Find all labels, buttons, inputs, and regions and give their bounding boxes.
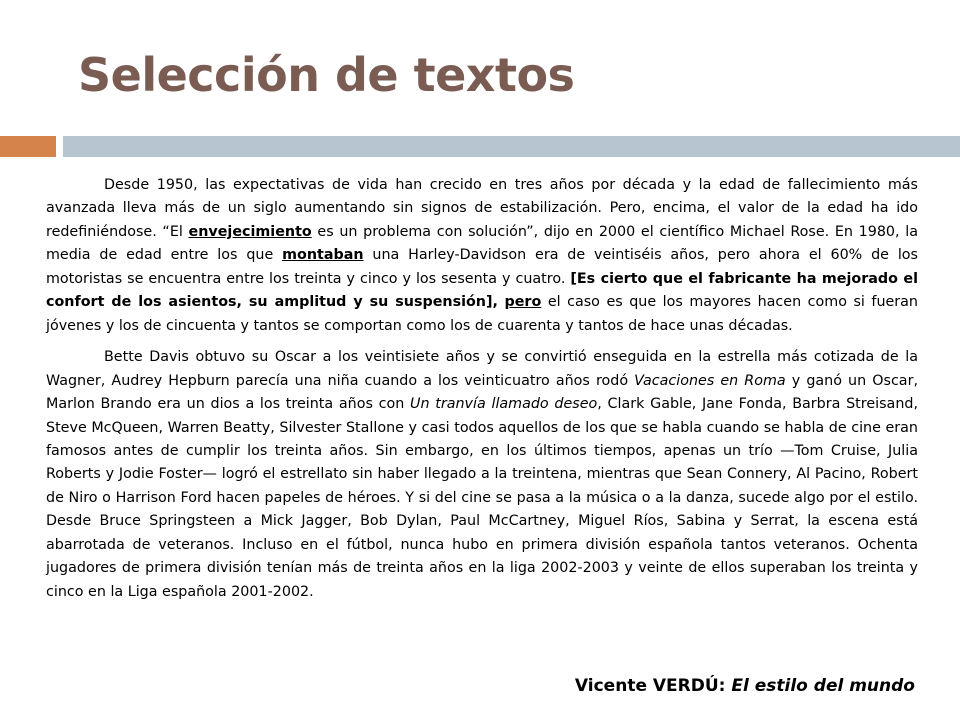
underlined-word-pero: pero: [504, 294, 542, 311]
slide-title: Selección de textos: [78, 48, 575, 102]
film-title-tranvia: Un tranvía llamado deseo: [410, 396, 598, 413]
p2-segment-3: , Clark Gable, Jane Fonda, Barbra Streisand, Steve McQueen, Warren Beatty, Silvester Stallone y casi todos aquellos de los que se habla cuando se habla de cine eran famosos antes de cumplir los treinta años. Sin embargo, en los últimos tiempos, apenas un trío —Tom Cruise, Julia Roberts y Jodie Foster— logró el estrellato sin haber llegado a la treintena, mientras que Sean Connery, Al Pacino, Robert de Niro o Harrison Ford hacen papeles de héroes. Y si del cine se pasa a la música o a la danza, sucede algo por el estilo. Desde Bruce Springsteen a Mick Jagger, Bob Dylan, Paul McCartney, Miguel Ríos, Sabina y Serrat, la escena está abarrotada de veteranos. Incluso en el fútbol, nunca hubo en primera división española tantos veteranos. Ochenta jugadores de primera división tenían más de treinta años en la liga 2002-2003 y veinte de ellos superaban los treinta y cinco en la Liga española 2001-2002.: [46, 396, 918, 600]
source-citation: [575, 676, 915, 696]
source-work: El estilo del mundo: [731, 676, 915, 696]
p1-segment-1: Desde 1950, las expectativas de vida han crecido en tres años por década y la edad de fallecimiento más avanzada lleva más de un siglo aumentando sin signos de estabilización. Pero, encima, el valor de la edad ha ido redefiniéndose. “El: [46, 177, 918, 240]
underlined-word-envejecimiento: envejecimiento: [188, 223, 312, 240]
bold-clause: Es cierto que el fabricante ha mejorado el confort de los asientos, su amplitud y su suspensión: [46, 270, 919, 311]
p1-segment-4: el caso es que los mayores hacen como si fueran jóvenes y los de cincuenta y tantos se comportan como los de cuarenta y tantos de hace unas décadas.: [46, 294, 918, 334]
p2-segment-2: y ganó un Oscar, Marlon Brando era un dios a los treinta años con: [46, 372, 918, 413]
p1-segment-3: una Harley-Davidson era de veintiséis años, pero ahora el 60% de los motoristas se encuentra entre los treinta y cinco y los sesenta y cuatro.: [46, 247, 918, 287]
source-separator: :: [718, 676, 732, 696]
source-author: Vicente VERDÚ: [574, 676, 719, 696]
paragraph-2: [46, 346, 918, 604]
bracket-open: [: [570, 270, 577, 287]
paragraph-1: [46, 174, 918, 338]
header-bar: [63, 136, 960, 157]
underlined-word-montaban: montaban: [282, 247, 364, 264]
accent-bar: [0, 136, 56, 157]
p2-segment-1: Bette Davis obtuvo su Oscar a los veintisiete años y se convirtió enseguida en la estrella más cotizada de la Wagner, Audrey Hepburn parecía una niña cuando a los veinticuatro años rodó: [46, 349, 918, 389]
text-body: [46, 174, 918, 612]
film-title-vacaciones: Vacaciones en Roma: [634, 372, 786, 389]
bracket-close: ],: [485, 294, 498, 311]
p1-segment-2: es un problema con solución”, dijo en 2000 el científico Michael Rose. En 1980, la media de edad entre los que: [46, 223, 918, 264]
